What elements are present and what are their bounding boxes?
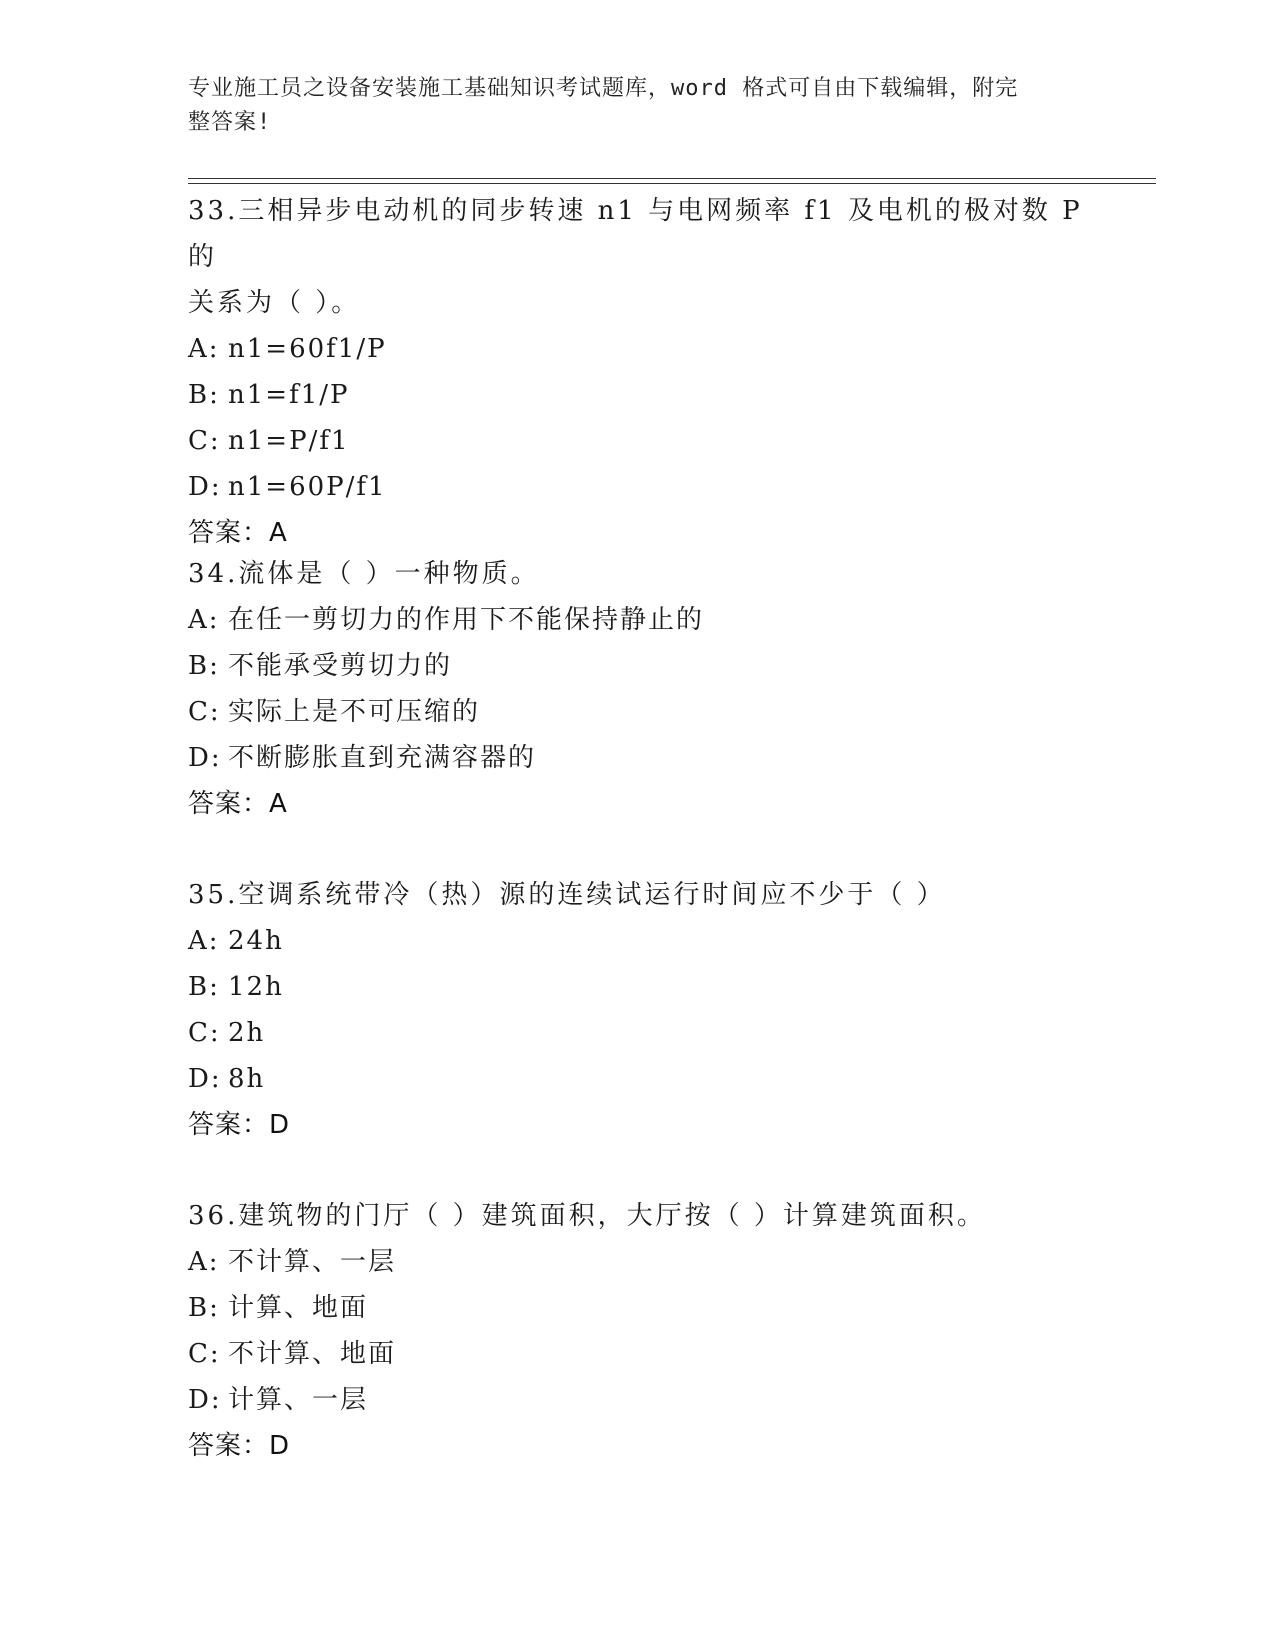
option-b [188, 372, 1088, 418]
option-text: 2h [228, 1018, 266, 1048]
option-c [188, 1331, 1088, 1377]
option-text: n1=f1/P [228, 380, 350, 410]
header-divider-bottom [188, 183, 1156, 184]
option-text: 实际上是不可压缩的 [228, 697, 481, 727]
option-text: 8h [228, 1064, 266, 1094]
question-36 [188, 1193, 1088, 1469]
option-key: D: [188, 472, 222, 502]
header-line-1: 专业施工员之设备安装施工基础知识考试题库，word 格式可自由下载编辑，附完 [188, 76, 1019, 101]
option-text: n1=P/f1 [228, 426, 350, 456]
option-key: C: [188, 426, 221, 456]
option-key: B: [188, 1293, 220, 1323]
header-divider-top [188, 178, 1156, 179]
option-key: C: [188, 697, 221, 727]
option-text: n1=60f1/P [228, 334, 387, 364]
question-33 [188, 188, 1088, 556]
option-c [188, 689, 1088, 735]
option-key: B: [188, 651, 220, 681]
question-stem-continued: 关系为（ ）。 [188, 288, 361, 318]
option-key: D: [188, 743, 222, 773]
option-text: 不能承受剪切力的 [228, 651, 453, 681]
question-stem: 36.建筑物的门厅（ ）建筑面积，大厅按（ ）计算建筑面积。 [188, 1201, 986, 1231]
option-a [188, 597, 1088, 643]
option-text: 不断膨胀直到充满容器的 [228, 743, 537, 773]
option-b [188, 964, 1088, 1010]
option-c [188, 418, 1088, 464]
question-stem: 35.空调系统带冷（热）源的连续试运行时间应不少于（ ） [188, 880, 946, 910]
option-key: D: [188, 1064, 222, 1094]
option-text: 计算、一层 [228, 1385, 369, 1415]
option-key: C: [188, 1018, 221, 1048]
option-a [188, 326, 1088, 372]
option-d [188, 1056, 1088, 1102]
option-text: 不计算、地面 [228, 1339, 397, 1369]
option-key: A: [188, 334, 220, 364]
answer-line: 答案：D [188, 1431, 291, 1461]
option-text: 在任一剪切力的作用下不能保持静止的 [228, 605, 705, 635]
option-d [188, 735, 1088, 781]
option-d [188, 1377, 1088, 1423]
option-text: n1=60P/f1 [228, 472, 387, 502]
option-b [188, 643, 1088, 689]
document-header [188, 72, 1068, 140]
option-key: D: [188, 1385, 222, 1415]
header-line-2: 整答案! [188, 110, 272, 135]
option-d [188, 464, 1088, 510]
option-text: 24h [228, 926, 284, 956]
option-text: 12h [228, 972, 284, 1002]
option-a [188, 1239, 1088, 1285]
option-text: 不计算、一层 [228, 1247, 397, 1277]
option-key: C: [188, 1339, 221, 1369]
option-key: B: [188, 380, 220, 410]
option-key: B: [188, 972, 220, 1002]
option-key: A: [188, 926, 220, 956]
question-stem: 34.流体是（ ）一种物质。 [188, 559, 540, 589]
option-key: A: [188, 1247, 220, 1277]
question-34 [188, 551, 1088, 827]
question-stem: 33.三相异步电动机的同步转速 n1 与电网频率 f1 及电机的极对数 P 的 [188, 196, 1083, 272]
option-c [188, 1010, 1088, 1056]
option-b [188, 1285, 1088, 1331]
option-key: A: [188, 605, 220, 635]
answer-line: 答案：D [188, 1110, 291, 1140]
option-text: 计算、地面 [228, 1293, 369, 1323]
option-a [188, 918, 1088, 964]
answer-line: 答案：A [188, 789, 288, 819]
answer-line: 答案：A [188, 518, 288, 548]
question-35 [188, 872, 1088, 1148]
